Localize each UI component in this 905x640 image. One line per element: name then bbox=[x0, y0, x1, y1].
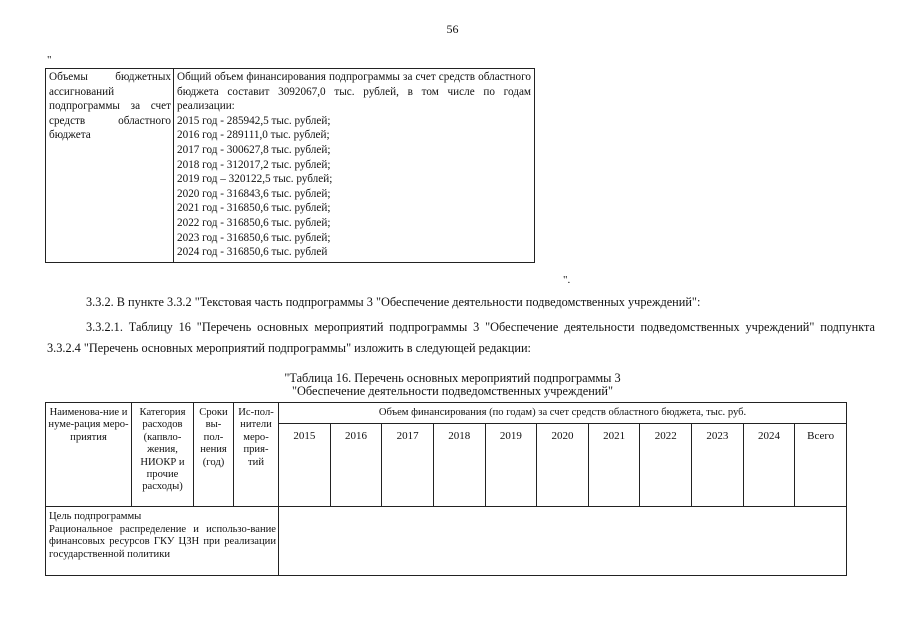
goal-title: Цель подпрограммы bbox=[49, 511, 142, 523]
passport-table bbox=[45, 68, 535, 263]
opening-quote: " bbox=[47, 54, 52, 66]
header-row bbox=[46, 403, 847, 424]
passport-year-line: 2017 год - 300627,8 тыс. рублей; bbox=[177, 143, 331, 156]
paragraph-3-3-2-1: 3.3.2.1. Таблицу 16 "Перечень основных мероприятий подпрограммы 3 "Обеспечение деятельности подведомственных учреждений" подпункта 3.3.2.4 "Перечень основных мероприятий подпрограммы" изложить в следующей редакции: bbox=[47, 320, 875, 355]
passport-year-line: 2015 год - 285942,5 тыс. рублей; bbox=[177, 114, 331, 127]
goal-row bbox=[46, 507, 847, 576]
total-header: Всего bbox=[795, 424, 847, 507]
year-header: 2018 bbox=[433, 424, 485, 507]
header-term: Сроки вы-пол-нения (год) bbox=[194, 403, 234, 507]
header-executors: Ис-пол-нители меро-прия-тий bbox=[234, 403, 279, 507]
paragraph-3-3-2: 3.3.2. В пункте 3.3.2 "Текстовая часть подпрограммы 3 "Обеспечение деятельности подведомственных учреждений": bbox=[86, 295, 701, 309]
goal-cell bbox=[46, 507, 279, 576]
closing-quote: ". bbox=[563, 274, 571, 286]
header-financing: Объем финансирования (по годам) за счет средств областного бюджета, тыс. руб. bbox=[279, 403, 847, 424]
passport-year-line: 2024 год - 316850,6 тыс. рублей bbox=[177, 246, 328, 259]
passport-year-line: 2021 год - 316850,6 тыс. рублей; bbox=[177, 202, 331, 215]
header-name: Наименова-ние и нуме-рация меро-приятия bbox=[46, 403, 132, 507]
year-header: 2023 bbox=[692, 424, 744, 507]
passport-value-cell bbox=[174, 69, 535, 263]
year-header: 2020 bbox=[537, 424, 589, 507]
table-caption-line-1: "Таблица 16. Перечень основных мероприятий подпрограммы 3 bbox=[284, 371, 621, 385]
passport-year-line: 2020 год - 316843,6 тыс. рублей; bbox=[177, 187, 331, 200]
year-header: 2024 bbox=[743, 424, 795, 507]
year-header: 2022 bbox=[640, 424, 692, 507]
passport-label-cell: Объемы бюджетных ассигнований подпрограммы за счет средств областного бюджета bbox=[46, 69, 174, 263]
passport-year-line: 2016 год - 289111,0 тыс. рублей; bbox=[177, 129, 330, 142]
table-caption-line-2: "Обеспечение деятельности подведомственных учреждений" bbox=[292, 384, 613, 398]
passport-row bbox=[46, 69, 535, 263]
measures-table bbox=[45, 402, 847, 576]
passport-year-line: 2022 год - 316850,6 тыс. рублей; bbox=[177, 216, 331, 229]
goal-text: Рациональное распределение и использо-вание финансовых ресурсов ГКУ ЦЗН при реализации государственной политики bbox=[49, 523, 276, 560]
passport-intro: Общий объем финансирования подпрограммы за счет средств областного бюджета составит 3092067,0 тыс. рублей, в том числе по годам реализации: bbox=[177, 71, 531, 113]
passport-year-line: 2018 год - 312017,2 тыс. рублей; bbox=[177, 158, 331, 171]
passport-year-line: 2019 год – 320122,5 тыс. рублей; bbox=[177, 173, 333, 186]
passport-year-line: 2023 год - 316850,6 тыс. рублей; bbox=[177, 231, 331, 244]
goal-empty-cell bbox=[279, 507, 847, 576]
year-header: 2017 bbox=[382, 424, 434, 507]
year-header: 2019 bbox=[485, 424, 537, 507]
header-category: Категория расходов (капвло-жения, НИОКР и прочие расходы) bbox=[132, 403, 194, 507]
year-header: 2021 bbox=[588, 424, 640, 507]
year-header: 2015 bbox=[279, 424, 331, 507]
year-header: 2016 bbox=[330, 424, 382, 507]
page-number: 56 bbox=[446, 22, 459, 36]
